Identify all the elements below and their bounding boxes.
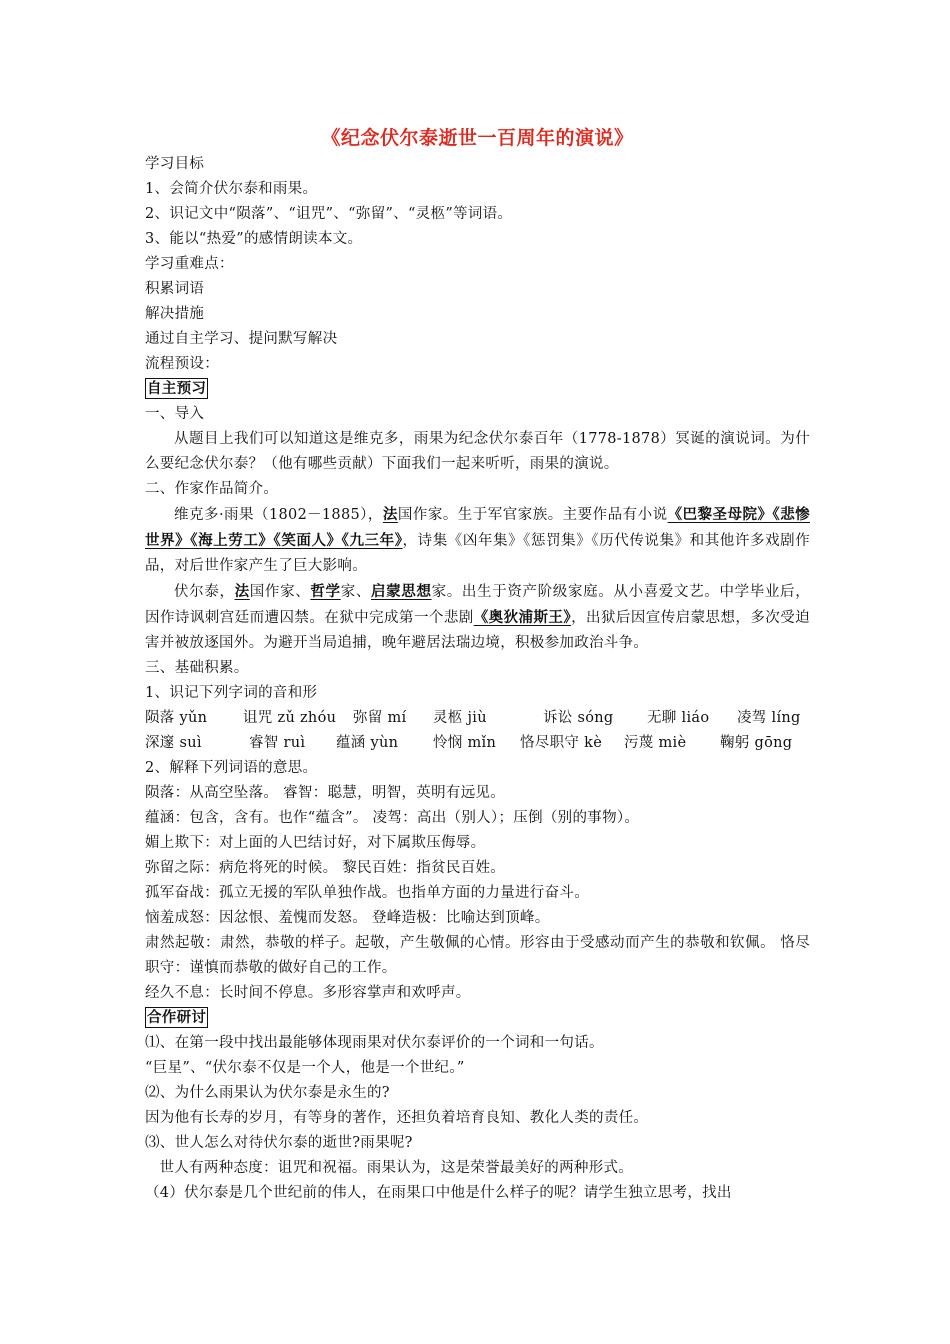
- definition-line: 弥留之际：病危将死的时候。 黎民百姓：指贫民百姓。: [145, 860, 506, 876]
- section-self-study-label: 自主预习: [147, 380, 207, 397]
- heading-author-intro: 二、作家作品简介。: [145, 481, 279, 497]
- hugo-work: 《九三年》: [341, 532, 403, 549]
- voltaire-text: 伏尔泰，: [174, 584, 235, 600]
- section-self-study: [145, 377, 810, 402]
- word-item: 诅咒 zǔ zhóu: [243, 710, 337, 726]
- answer-line: “巨星”、“伏尔泰不仅是一个人，他是一个世纪。”: [145, 1060, 465, 1076]
- question-line: （4）伏尔泰是几个世纪前的伟人，在雨果口中他是什么样子的呢？请学生独立思考，找出: [145, 1185, 732, 1201]
- heading-objectives: 学习目标: [145, 156, 205, 172]
- word-item: 深邃 suì: [145, 735, 202, 751]
- section-cooperation: [145, 1006, 810, 1031]
- word-item: 弥留 mí: [353, 710, 407, 726]
- definition-line: 媚上欺下：对上面的人巴结讨好，对下属欺压侮辱。: [145, 835, 486, 851]
- intro-paragraph: 从题目上我们可以知道这是维克多，雨果为纪念伏尔泰百年（1778-1878）冥诞的演说词。为什么要纪念伏尔泰？（他有哪些贡献）下面我们一起来听听，雨果的演说。: [145, 431, 810, 472]
- hugo-text: ，诗集《凶年集》《惩罚集》《历代传说集》和其他许多戏剧作品，对后世作家产生了巨大影响。: [145, 533, 811, 574]
- heading-pronunciation: 1、识记下列字词的音和形: [145, 685, 318, 701]
- heading-process: 流程预设：: [145, 356, 219, 372]
- objective-line: 2、识记文中“陨落”、“诅咒”、“弥留”、“灵柩”等词语。: [145, 206, 513, 222]
- hugo-paragraph: [145, 502, 810, 579]
- heading-basics: 三、基础积累。: [145, 660, 249, 676]
- answer-line: 世人有两种态度：诅咒和祝福。雨果认为，这是荣誉最美好的两种形式。: [159, 1160, 634, 1176]
- word-item: 无聊 liáo: [647, 710, 710, 726]
- voltaire-text: 国作家、: [249, 584, 311, 600]
- definition-line: 陨落：从高空坠落。 睿智：聪慧，明智，英明有远见。: [145, 785, 506, 801]
- word-item: 鞠躬 gōng: [720, 735, 793, 751]
- word-row: [145, 731, 810, 756]
- heading-definitions: 2、解释下列词语的意思。: [145, 760, 318, 776]
- heading-intro: 一、导入: [145, 406, 205, 422]
- voltaire-text: 家。出生于资产阶级家庭。从小喜爱文艺。中学毕业后，因作诗讽刺宫廷而遭囚禁。在狱中完成第一个悲剧: [145, 584, 811, 626]
- word-item: 睿智 ruì: [249, 735, 306, 751]
- word-item: 陨落 yǔn: [145, 710, 208, 726]
- voltaire-work: 《奥狄浦斯王》: [473, 609, 572, 626]
- key-point-line: 积累词语: [145, 281, 205, 297]
- question-line: ⑶、世人怎么对待伏尔泰的逝世?雨果呢?: [145, 1135, 413, 1151]
- voltaire-keyword: 哲学: [310, 583, 341, 600]
- heading-key-points: 学习重难点：: [145, 256, 234, 272]
- objective-line: 3、能以“热爱”的感情朗读本文。: [145, 231, 363, 247]
- voltaire-keyword: 法: [234, 583, 250, 600]
- definition-line: 经久不息：长时间不停息。多形容掌声和欢呼声。: [145, 985, 471, 1001]
- answer-line: 因为他有长寿的岁月，有等身的著作，还担负着培育良知、教化人类的责任。: [145, 1110, 649, 1126]
- word-item: 诉讼 sóng: [543, 710, 614, 726]
- hugo-work: 《悲惨世界》: [145, 506, 810, 549]
- voltaire-keyword: 启蒙思想: [371, 583, 432, 600]
- hugo-work: 《笑面人》: [273, 532, 342, 549]
- hugo-work: 《海上劳工》: [190, 532, 274, 549]
- word-item: 凌驾 líng: [737, 710, 801, 726]
- word-row: [145, 706, 810, 731]
- definition-line: 孤军奋战：孤立无援的军队单独作战。也指单方面的力量进行奋斗。: [145, 885, 589, 901]
- document-title: 《纪念伏尔泰逝世一百周年的演说》: [321, 127, 634, 149]
- voltaire-paragraph: [145, 579, 810, 656]
- heading-measures: 解决措施: [145, 306, 205, 322]
- word-item: 灵柩 jiù: [433, 710, 487, 726]
- word-item: 怜悯 mǐn: [433, 735, 497, 751]
- objective-line: 1、会简介伏尔泰和雨果。: [145, 181, 318, 197]
- word-item: 蕴涵 yùn: [336, 735, 399, 751]
- definition-line: 肃然起敬：肃然，恭敬的样子。起敬，产生敬佩的心情。形容由于受感动而产生的恭敬和钦佩。 恪尽职守：谨慎而恭敬的做好自己的工作。: [145, 935, 810, 976]
- hugo-country: 法: [382, 506, 398, 523]
- question-line: ⑴、在第一段中找出最能够体现雨果对伏尔泰评价的一个词和一句话。: [145, 1035, 604, 1051]
- document-page: [145, 124, 810, 1206]
- question-line: ⑵、为什么雨果认为伏尔泰是永生的?: [145, 1085, 390, 1101]
- hugo-text: 国作家。生于军官家族。主要作品有小说: [397, 507, 668, 523]
- hugo-work: 《巴黎圣母院》: [667, 506, 773, 523]
- word-item: 恪尽职守 kè: [520, 735, 603, 751]
- hugo-text: 维克多·雨果（1802－1885），: [174, 507, 383, 523]
- voltaire-text: 家、: [340, 584, 371, 600]
- word-item: 污蔑 miè: [624, 735, 687, 751]
- section-cooperation-label: 合作研讨: [147, 1009, 207, 1026]
- definition-line: 蕴涵：包含，含有。也作“蕴含”。 凌驾：高出（别人）；压倒（别的事物）。: [145, 810, 640, 826]
- definition-line: 恼羞成怒：因忿恨、羞愧而发怒。 登峰造极：比喻达到顶峰。: [145, 910, 550, 926]
- measure-line: 通过自主学习、提问默写解决: [145, 331, 338, 347]
- voltaire-text: ，出狱后因宣传启蒙思想，多次受迫害并被放逐国外。为避开当局追捕，晚年避居法瑞边境，积极参加政治斗争。: [145, 610, 810, 651]
